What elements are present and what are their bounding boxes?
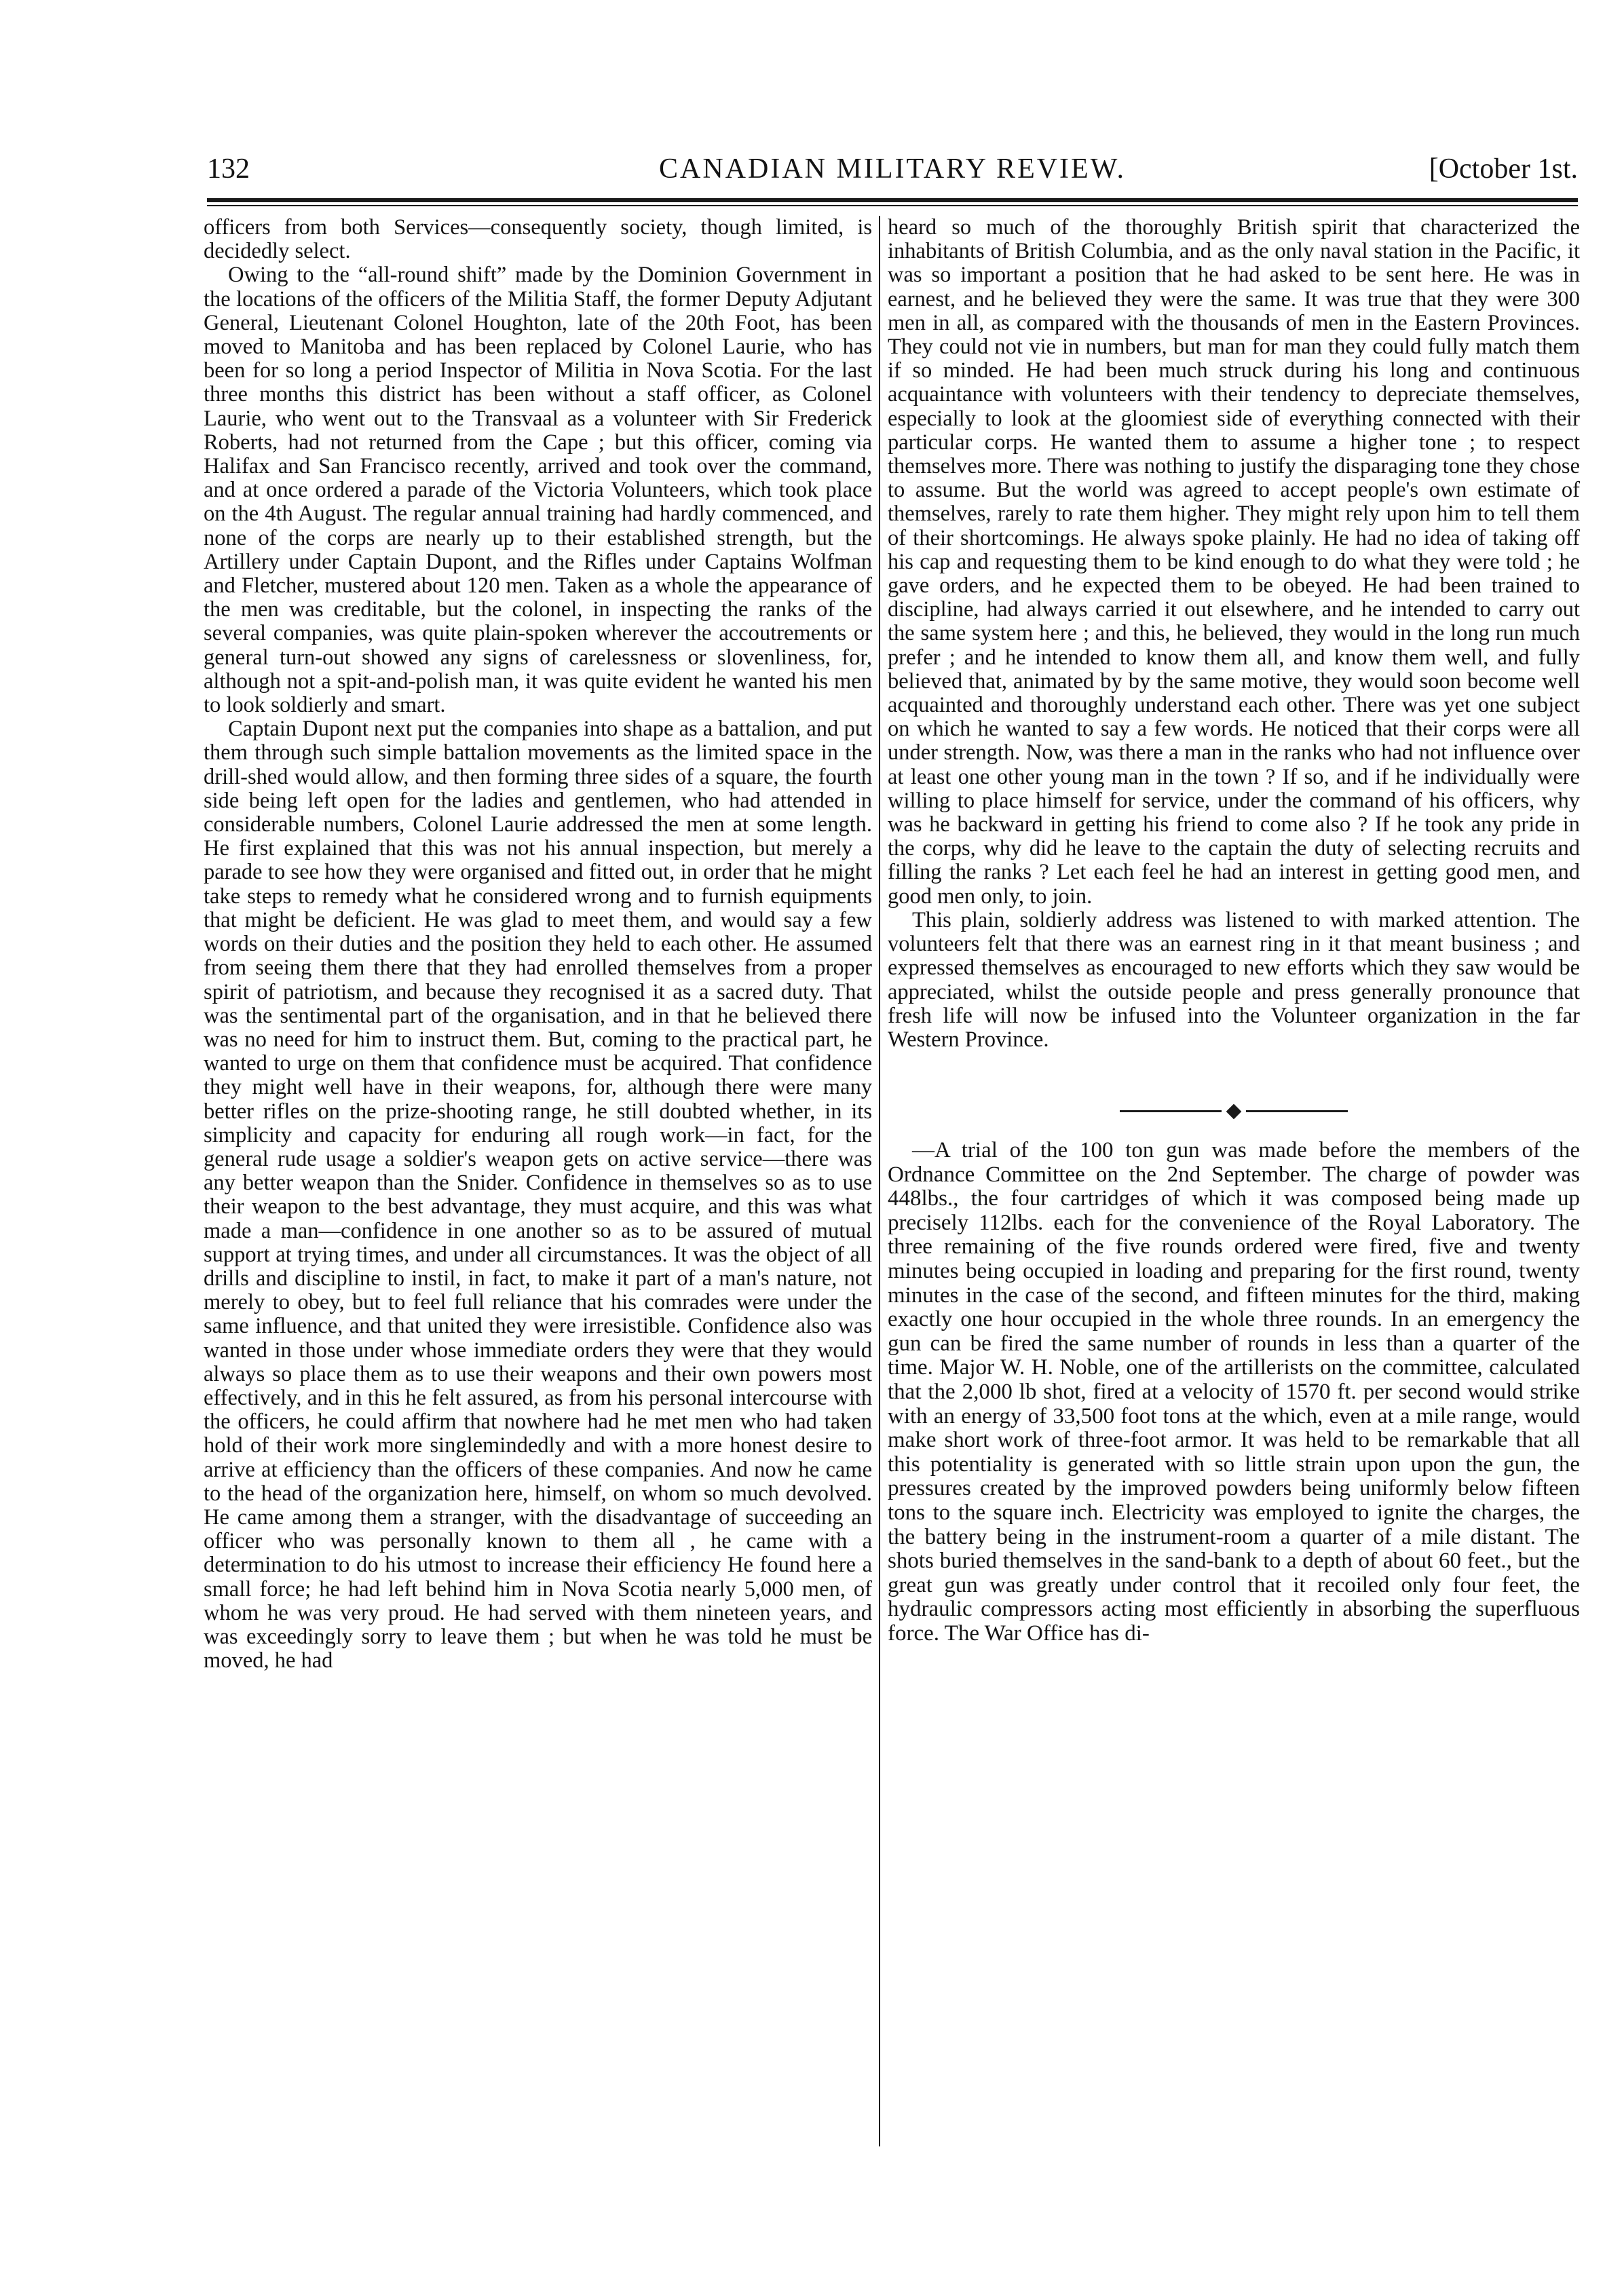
- journal-title: CANADIAN MILITARY REVIEW.: [659, 153, 1126, 185]
- header-rule-thick: [207, 198, 1578, 202]
- article-paragraph: This plain, soldierly address was listened to with marked attention. The volunteers felt that there was an earnest ring in it that meant business ; and expressed themselves as encouraged to new efforts which they saw would be appreciated, whilst the outside people and press generally pronounce that fresh life will now be infused into the Volunteer organization in the far Western Province.: [888, 907, 1580, 1052]
- page-header: [207, 151, 1578, 187]
- left-column: [204, 216, 872, 1673]
- issue-date: [October 1st.: [1429, 153, 1578, 185]
- article-paragraph: Captain Dupont next put the companies into shape as a battalion, and put them through such simple battalion movements as the limited space in the drill-shed would allow, and then forming three sides of a square, the fourth side being left open for the ladies and gentlemen, who had attended in considerable numbers, Colonel Laurie addressed the men at some length. He first explained that this was not his annual inspection, but merely a parade to see how they were organised and fitted out, in order that he might take steps to remedy what he considered wrong and to furnish equipments that might be deficient. He was glad to meet them, and would say a few words on their duties and the position they held to each other. He assumed from seeing them there that they had enrolled themselves from a proper spirit of patriotism, and because they recognised it as a sacred duty. That was the sentimental part of the organisation, and in that he believed there was no need for him to instruct them. But, coming to the practical part, he wanted to urge on them that confidence must be acquired. That confidence they might well have in their weapons, for, although there were many better rifles on the prize-shooting range, he still doubted whether, in its simplicity and capacity for enduring all rough work—in fact, for the general rude usage a soldier's weapon gets on active service—there was any better weapon than the Snider. Confidence in themselves so as to use their weapon to the best advantage, they must acquire, and this was what made a man—confidence in one another so as to be assured of mutual support at trying times, and under all circumstances. It was the object of all drills and discipline to instil, in fact, to make it part of a man's nature, not merely to obey, but to feel full reliance that his comrades were under the same influence, and that united they were irresistible. Confidence also was wanted in those under whose immediate orders they were that they would always so place them as to use their weapons and their own powers most effectively, and in this he felt assured, as from his personal intercourse with the officers, he could affirm that nowhere had he met men who had taken hold of their work more singlemindedly and with a more honest desire to arrive at efficiency than the officers of these companies. And now he came to the head of the organization here, himself, on whom so much devolved. He came among them a stranger, with the disadvantage of succeeding an officer who was personally known to them all , he came with a determination to do his utmost to increase their efficiency He found here a small force; he had left behind him in Nova Scotia nearly 5,000 men, of whom he was very proud. He had served with them nineteen years, and was exceedingly sorry to leave them ; but when he was told he must be moved, he had: [204, 717, 872, 1673]
- article-paragraph: —A trial of the 100 ton gun was made before the members of the Ordnance Committee on the 2nd September. The charge of powder was 448lbs., the four cartridges of which it was composed being made up precisely 112lbs. each for the convenience of the Royal Laboratory. The three remaining of the five rounds ordered were fired, five and twenty minutes being occupied in loading and preparing for the first round, twenty minutes in the case of the second, and fifteen minutes for the third, making exactly one hour occupied in the whole three rounds. In an emergency the gun can be fired the same number of rounds in less than a quarter of the time. Major W. H. Noble, one of the artillerists on the committee, calculated that the 2,000 lb shot, fired at a velocity of 1570 ft. per second would strike with an energy of 33,500 foot tons at the which, even at a mile range, would make short work of three-foot armor. It was held to be remarkable that all this potentiality is generated with so little strain upon upon the gun, the pressures created by the improved powders being uniformly below fifteen tons to the square inch. Electricity was employed to ignite the charges, the the battery being in the instrument-room a quarter of a mile distant. The shots buried themselves in the sand-bank to a depth of about 60 feet., but the great gun was greatly under control that it recoiled only four feet, the hydraulic compressors acting most efficiently in absorbing the superfluous force. The War Office has di-: [888, 1138, 1580, 1646]
- section-ornament: [888, 1098, 1580, 1112]
- article-paragraph: Owing to the “all-round shift” made by the Dominion Government in the locations of the officers of the Militia Staff, the former Deputy Adjutant General, Lieutenant Colonel Houghton, late of the 20th Foot, has been moved to Manitoba and has been replaced by Colonel Laurie, who has been for so long a period Inspector of Militia in Nova Scotia. For the last three months this district has been without a staff officer, as Colonel Laurie, who went out to the Transvaal as a volunteer with Sir Frederick Roberts, had not returned from the Cape ; but this officer, coming via Halifax and San Francisco recently, arrived and took over the command, and at once ordered a parade of the Victoria Volunteers, which took place on the 4th August. The regular annual training had hardly commenced, and none of the corps are nearly up to their established strength, but the Artillery under Captain Dupont, and the Rifles under Captains Wolfman and Fletcher, mustered about 120 men. Taken as a whole the appearance of the men was creditable, but the colonel, in inspecting the ranks of the several companies, was quite plain-spoken wherever the accoutrements or general turn-out showed any signs of carelessness or slovenliness, for, although not a spit-and-polish man, it was quite evident he wanted his men to look soldierly and smart.: [204, 263, 872, 718]
- article-paragraph: officers from both Services—consequently society, though limited, is decidedly select.: [204, 215, 872, 264]
- right-column: [888, 216, 1580, 1646]
- column-divider: [879, 216, 880, 2146]
- header-rule-thin: [207, 205, 1578, 206]
- article-paragraph: heard so much of the thoroughly British spirit that characterized the inhabitants of British Columbia, and as the only naval station in the Pacific, it was so important a position that he had asked to be sent here. He was in earnest, and he believed they were the same. It was true that they were 300 men in all, as compared with the thousands of men in the Eastern Provinces. They could not vie in numbers, but man for man they could fully match them if so minded. He had been much struck during his long and continuous acquaintance with volunteers with their tendency to depreciate themselves, especially to look at the gloomiest side of everything connected with their particular corps. He wanted them to assume a higher tone ; to respect themselves more. There was nothing to justify the disparaging tone they chose to assume. But the world was agreed to accept people's own estimate of themselves, rarely to rate them higher. They might rely upon him to tell them of their shortcomings. He always spoke plainly. He had no idea of taking off his cap and requesting them to be kind enough to do what they were told ; he gave orders, and he expected them to be obeyed. He had been trained to discipline, had always carried it out elsewhere, and he intended to carry out the same system here ; and this, he believed, they would in the long run much prefer ; and he intended to know them all, and know them well, and fully believed that, animated by by the same motive, they would soon become well acquainted and thoroughly understand each other. There was yet one subject on which he wanted to say a few words. He noticed that their corps were all under strength. Now, was there a man in the ranks who had not influence over at least one other young man in the town ? If so, and if he individually were willing to place himself for service, under the command of his officers, why was he backward in getting his friend to come also ? If he took any pride in the corps, why did he leave to the captain the duty of selecting recruits and filling the ranks ? Let each feel he had an interest in getting good men, and good men only, to join.: [888, 215, 1580, 909]
- page-number: 132: [207, 153, 250, 185]
